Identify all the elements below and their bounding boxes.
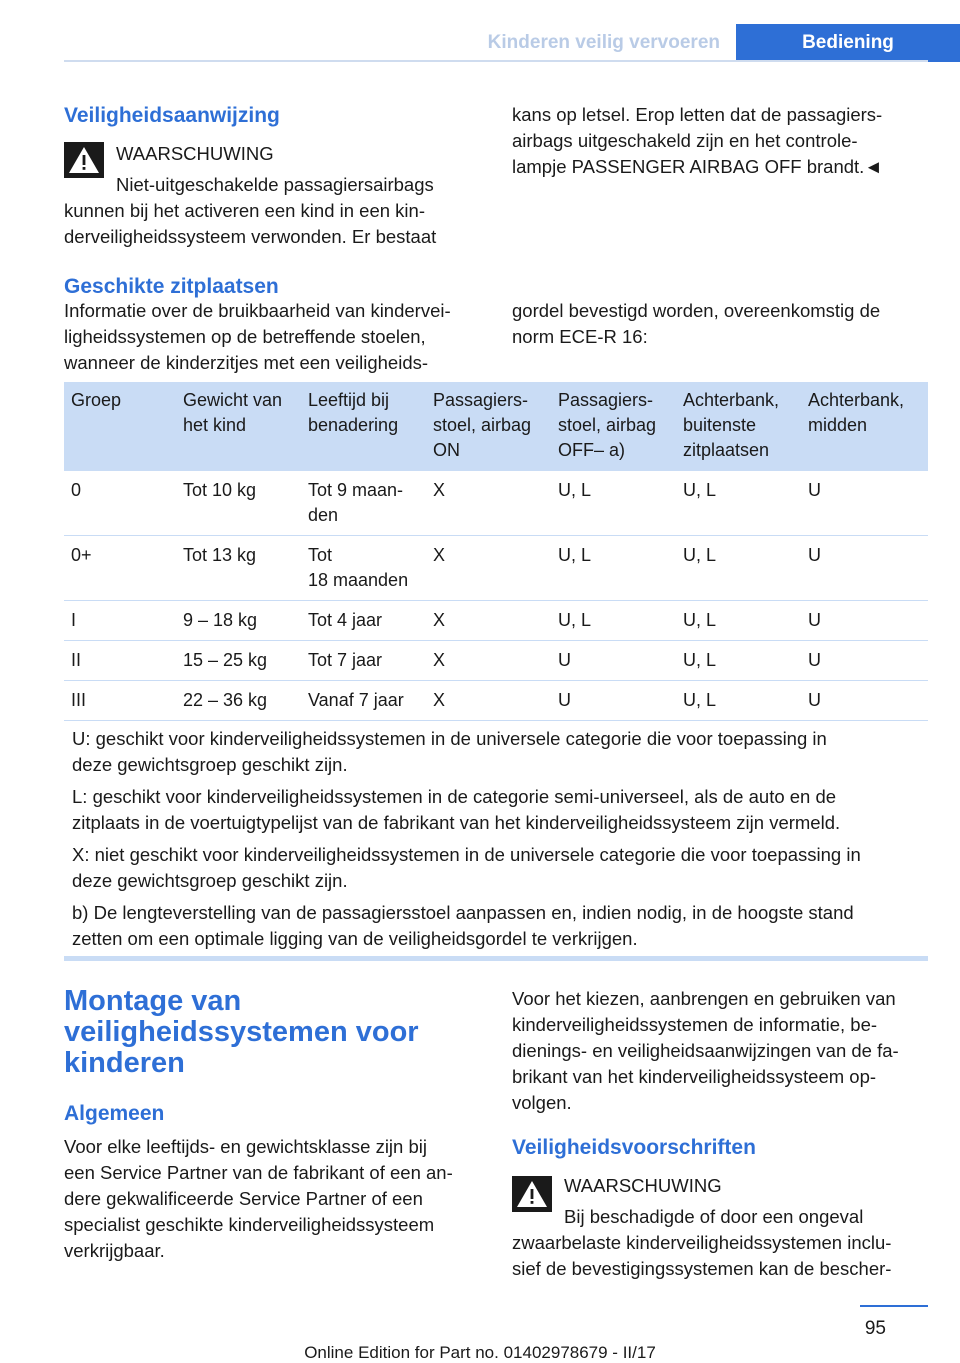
table-cell-line: 22 – 36 kg	[183, 690, 268, 710]
table-note	[64, 900, 928, 952]
table-cell-line: Tot 10 kg	[183, 480, 257, 500]
seats-text-1: Informatie over de bruikbaarheid van kindervei-	[64, 300, 451, 321]
montage-text-1: Voor het kiezen, aanbrengen en gebruiken van	[512, 988, 896, 1009]
table-cell-line: U	[808, 480, 821, 500]
table-cell-line: 18 maanden	[308, 570, 409, 590]
table-header-line: midden	[808, 415, 868, 435]
montage-text-4: brikant van het kinderveiligheidssysteem op-	[512, 1066, 877, 1087]
table-cell-line: I	[71, 610, 77, 630]
table-cell-line: U	[808, 545, 821, 565]
table-cell	[676, 601, 801, 641]
seat-suitability-table	[64, 382, 928, 721]
table-header-line: stoel, airbag	[558, 415, 657, 435]
table-cell-line: U	[558, 690, 571, 710]
table-cell-line: U, L	[683, 610, 717, 630]
table-header-line: Passagiers-	[558, 390, 654, 410]
algemeen-text-1: Voor elke leeftijds- en gewichtsklasse zijn bij	[64, 1136, 427, 1157]
table-cell	[801, 471, 928, 536]
table-cell	[301, 601, 426, 641]
table-header-line: Achterbank,	[808, 390, 905, 410]
table-cell	[176, 681, 301, 721]
table-cell-line: III	[71, 690, 87, 710]
table-cell	[676, 471, 801, 536]
safety-text-6: lampje PASSENGER AIRBAG OFF brandt.◄	[512, 156, 883, 177]
seats-text-2: ligheidssystemen op de betreffende stoelen,	[64, 326, 426, 347]
table-cell	[176, 536, 301, 601]
edition-note: Online Edition for Part no. 01402978679 - II/17	[304, 1343, 656, 1362]
table-cell	[426, 681, 551, 721]
table-cell	[64, 471, 176, 536]
table-note	[64, 784, 928, 836]
montage-heading-2: veiligheidssystemen voor	[64, 1016, 419, 1048]
table-cell	[676, 641, 801, 681]
table-cell	[676, 536, 801, 601]
table-cell-line: 15 – 25 kg	[183, 650, 268, 670]
safety-text-5: airbags uitgeschakeld zijn en het controle-	[512, 130, 858, 151]
table-header-line: het kind	[183, 415, 247, 435]
warning-icon	[512, 1176, 552, 1212]
table-header-line: stoel, airbag	[433, 415, 532, 435]
seats-heading: Geschikte zitplaatsen	[64, 275, 279, 298]
table-header-line: Leeftijd bij	[308, 390, 390, 410]
montage-text-3: dienings- en veiligheidsaanwijzingen van de fa-	[512, 1040, 899, 1061]
table-header-row	[64, 382, 928, 471]
table-cell-line: U, L	[683, 545, 717, 565]
table-cell	[551, 536, 676, 601]
table-cell-line: Tot 9 maan-	[308, 480, 404, 500]
table-cell	[676, 681, 801, 721]
table-cell-line: U, L	[558, 480, 592, 500]
table-cell-line: X	[433, 690, 446, 710]
table-note-line: deze gewichtsgroep geschikt zijn.	[72, 870, 348, 891]
table-header-cell	[551, 382, 676, 471]
warning-label: WAARSCHUWING	[116, 143, 274, 164]
seats-text-5: norm ECE-R 16:	[512, 326, 648, 347]
table-cell-line: U, L	[683, 650, 717, 670]
montage-heading-1: Montage van	[64, 985, 242, 1017]
table-cell-line: Tot	[308, 545, 333, 565]
table-cell	[64, 641, 176, 681]
table-row	[64, 471, 928, 536]
algemeen-text-5: verkrijgbaar.	[64, 1240, 165, 1261]
table-cell	[301, 641, 426, 681]
table-cell-line: U	[808, 650, 821, 670]
table-cell	[551, 681, 676, 721]
safety-text-3: derveiligheidssysteem verwonden. Er bestaat	[64, 226, 437, 247]
table-cell-line: U	[808, 610, 821, 630]
table-cell-line: U	[558, 650, 571, 670]
table-cell	[176, 601, 301, 641]
table-header-cell	[801, 382, 928, 471]
algemeen-text-3: dere gekwalificeerde Service Partner of een	[64, 1188, 423, 1209]
voorschriften-heading: Veiligheidsvoorschriften	[512, 1136, 756, 1159]
voorschriften-text-2: zwaarbelaste kinderveiligheidssystemen inclu-	[512, 1232, 892, 1253]
table-cell	[426, 601, 551, 641]
header-rule	[64, 60, 928, 62]
table-header-line: buitenste	[683, 415, 757, 435]
table-header-cell	[676, 382, 801, 471]
safety-heading: Veiligheidsaanwijzing	[64, 104, 280, 127]
seats-text-3: wanneer de kinderzitjes met een veiligheids-	[64, 352, 429, 373]
table-cell-line: Tot 13 kg	[183, 545, 257, 565]
table-cell-line: Tot 7 jaar	[308, 650, 383, 670]
table-cell	[551, 471, 676, 536]
algemeen-text-4: specialist geschikte kinderveiligheidssysteem	[64, 1214, 435, 1235]
table-note-line: L: geschikt voor kinderveiligheidssystemen in de categorie semi-universeel, als de auto en de	[72, 786, 837, 807]
warning-label-2: WAARSCHUWING	[564, 1175, 722, 1196]
table-cell	[64, 601, 176, 641]
table-cell	[301, 536, 426, 601]
table-notes	[64, 726, 928, 958]
table-body	[64, 471, 928, 721]
table-note	[64, 726, 928, 778]
table-header-line: Groep	[71, 390, 122, 410]
table-note-line: zetten om een optimale ligging van de veiligheidsgordel te verkrijgen.	[72, 928, 638, 949]
table-cell-line: U, L	[558, 610, 592, 630]
table-header-line: Achterbank,	[683, 390, 780, 410]
voorschriften-text-1: Bij beschadigde of door een ongeval	[564, 1206, 864, 1227]
algemeen-heading: Algemeen	[64, 1102, 165, 1125]
table-note-line: zitplaats in de voertuigtypelijst van de fabrikant van het kinderveiligheidssysteem zijn vermeld.	[72, 812, 841, 833]
table-header-cell	[426, 382, 551, 471]
chapter-tab[interactable]: Bediening	[736, 24, 960, 62]
table-row	[64, 641, 928, 681]
table-note	[64, 842, 928, 894]
voorschriften-text-3: sief de bevestigingssystemen kan de bescher-	[512, 1258, 892, 1279]
safety-text-4: kans op letsel. Erop letten dat de passagiers-	[512, 104, 883, 125]
table-cell	[176, 471, 301, 536]
table-cell	[426, 641, 551, 681]
montage-text-5: volgen.	[512, 1092, 572, 1113]
safety-text-2: kunnen bij het activeren een kind in een kin-	[64, 200, 425, 221]
table-header-line: ON	[433, 440, 460, 460]
table-cell-line: X	[433, 650, 446, 670]
algemeen-text-2: een Service Partner van de fabrikant of een an-	[64, 1162, 453, 1183]
warning-icon	[64, 142, 104, 178]
table-header-line: zitplaatsen	[683, 440, 770, 460]
table-header-line: Passagiers-	[433, 390, 529, 410]
table-cell	[801, 641, 928, 681]
table-cell	[301, 681, 426, 721]
table-cell-line: II	[71, 650, 82, 670]
table-cell	[64, 536, 176, 601]
table-note-line: deze gewichtsgroep geschikt zijn.	[72, 754, 348, 775]
table-cell-line: 0	[71, 480, 82, 500]
montage-heading-3: kinderen	[64, 1047, 185, 1079]
table-row	[64, 536, 928, 601]
table-cell-line: U	[808, 690, 821, 710]
table-cell	[426, 471, 551, 536]
table-header-cell	[176, 382, 301, 471]
montage-text-2: kinderveiligheidssystemen de informatie, be-	[512, 1014, 878, 1035]
table-note-line: U: geschikt voor kinderveiligheidssystemen in de universele categorie die voor toepassing in	[72, 728, 827, 749]
table-cell-line: Tot 4 jaar	[308, 610, 383, 630]
seats-text-4: gordel bevestigd worden, overeenkomstig de	[512, 300, 881, 321]
table-cell	[801, 681, 928, 721]
table-row	[64, 681, 928, 721]
table-cell-line: X	[433, 610, 446, 630]
table-cell-line: 0+	[71, 545, 92, 565]
table-header-line: benadering	[308, 415, 399, 435]
page-header	[64, 24, 928, 60]
table-header-cell	[64, 382, 176, 471]
table-cell-line: den	[308, 505, 339, 525]
table-cell	[64, 681, 176, 721]
table-cell-line: U, L	[558, 545, 592, 565]
page-number: 95	[864, 1318, 886, 1339]
table-cell	[551, 601, 676, 641]
table-header-line: Gewicht van	[183, 390, 283, 410]
table-cell	[801, 536, 928, 601]
section-separator	[64, 956, 928, 961]
table-note-line: b) De lengteverstelling van de passagiersstoel aanpassen en, indien nodig, in de hoogste stand	[72, 902, 854, 923]
table-header-line: OFF– a)	[558, 440, 626, 460]
table-cell	[426, 536, 551, 601]
table-cell-line: X	[433, 480, 446, 500]
table-cell	[176, 641, 301, 681]
table-row	[64, 601, 928, 641]
safety-text-1: Niet-uitgeschakelde passagiersairbags	[116, 174, 434, 195]
table-cell-line: U, L	[683, 690, 717, 710]
table-cell	[551, 641, 676, 681]
table-cell-line: 9 – 18 kg	[183, 610, 258, 630]
table-cell	[301, 471, 426, 536]
footer-rule	[860, 1305, 928, 1307]
table-cell	[801, 601, 928, 641]
table-cell-line: X	[433, 545, 446, 565]
table-cell-line: Vanaf 7 jaar	[308, 690, 404, 710]
table-cell-line: U, L	[683, 480, 717, 500]
table-header-cell	[301, 382, 426, 471]
table-note-line: X: niet geschikt voor kinderveiligheidssystemen in de universele categorie die voor toepassing in	[72, 844, 861, 865]
section-title: Kinderen veilig vervoeren	[487, 32, 720, 53]
